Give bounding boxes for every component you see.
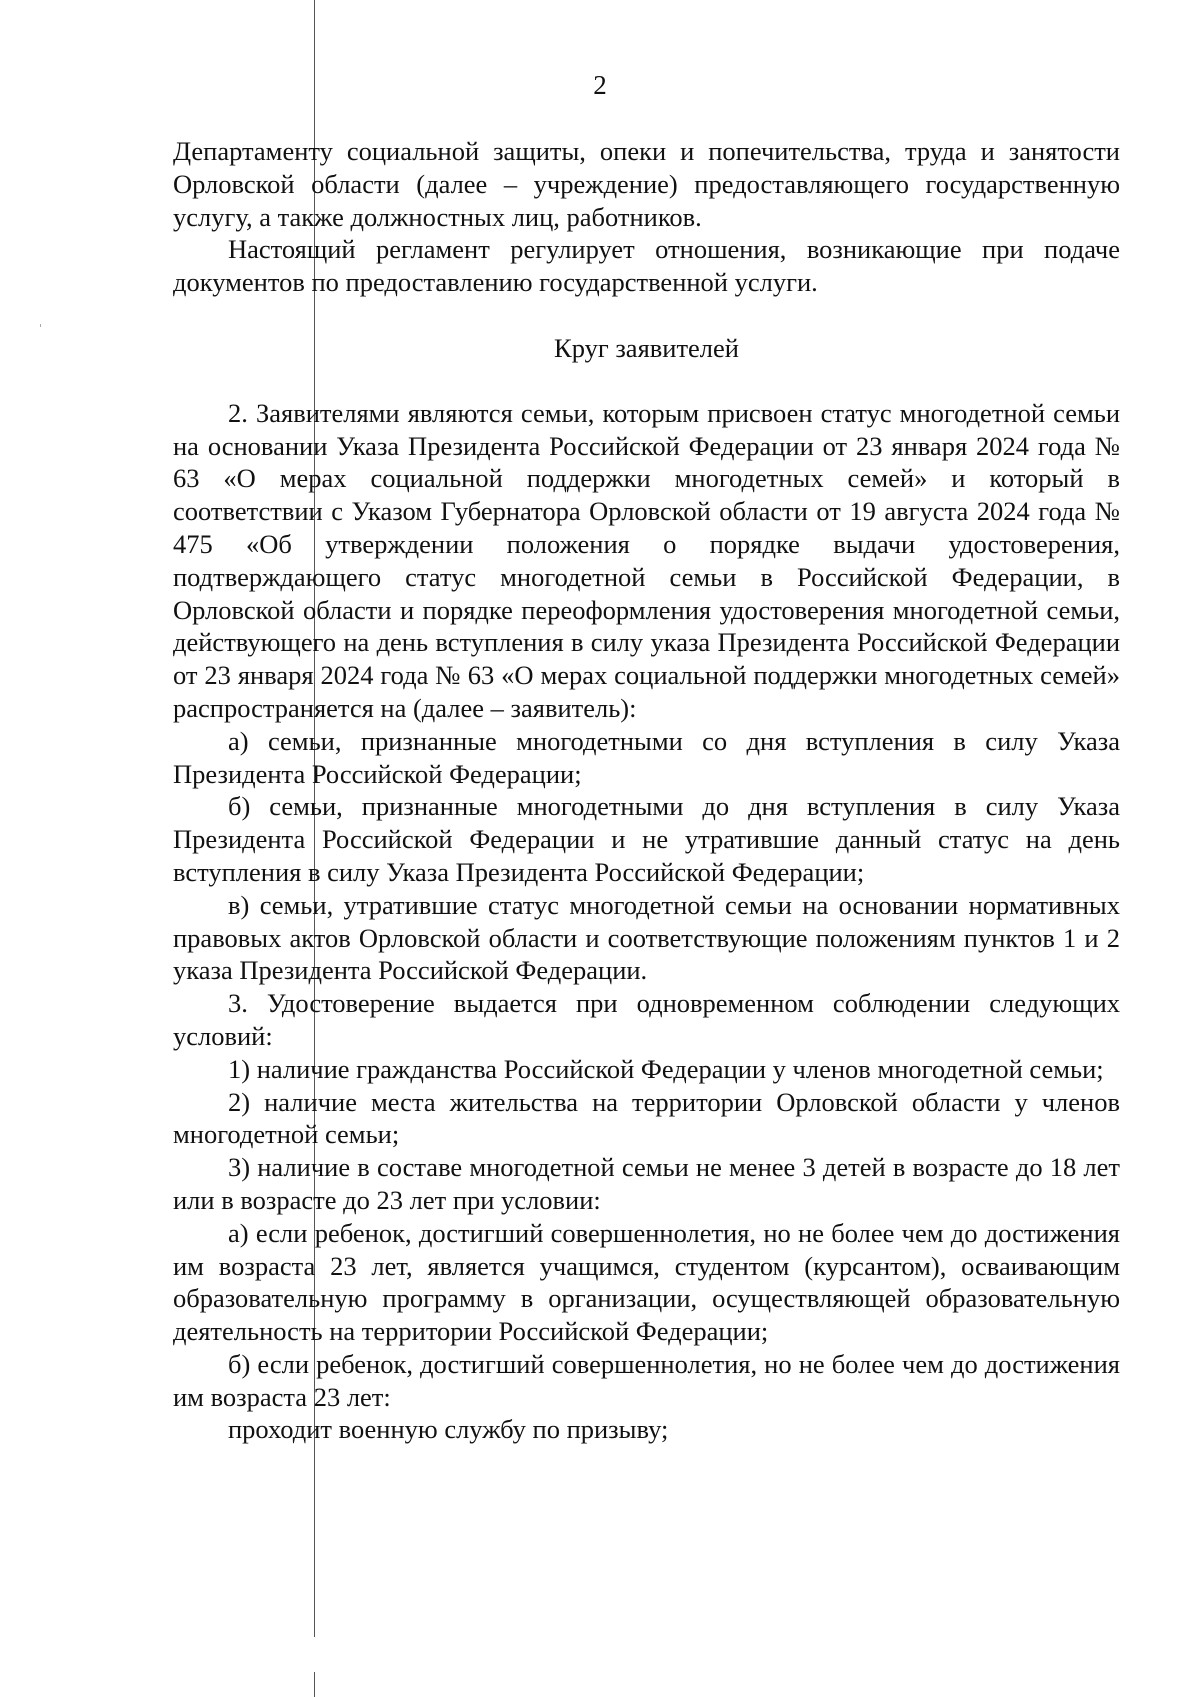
paragraph-continuation: Департаменту социальной защиты, опеки и попечительства, труда и занятости Орловской области (далее – учреждение) предоставляющего государственную услугу, а также должностных лиц, работников. <box>173 136 1120 232</box>
clause-2-b: б) семьи, признанные многодетными до дня вступления в силу Указа Президента Российской Федерации и не утратившие данный статус на день вступления в силу Указа Президента Российской Федерации; <box>173 791 1120 887</box>
clause-3-3: 3) наличие в составе многодетной семьи не менее 3 детей в возрасте до 18 лет или в возрасте до 23 лет при условии: <box>173 1152 1120 1215</box>
clause-2-v: в) семьи, утратившие статус многодетной семьи на основании нормативных правовых актов Орловской области и соответствующие положениям пунктов 1 и 2 указа Президента Российской Федерации. <box>173 889 1120 986</box>
page-number: 2 <box>593 70 607 100</box>
clause-2-a: а) семьи, признанные многодетными со дня вступления в силу Указа Президента Российской Федерации; <box>173 725 1120 789</box>
scan-speck <box>40 324 41 327</box>
paragraph-regulation-scope: Настоящий регламент регулирует отношения, возникающие при подаче документов по предоставлению государственной услуги. <box>173 234 1120 298</box>
clause-3-3-a: а) если ребенок, достигший совершеннолетия, но не более чем до достижения им возраста 23 лет, является учащимся, студентом (курсантом), осваивающим образовательную программу в организации, осуществляющей образовательную деятельность на территории Российской Федерации; <box>173 1217 1120 1347</box>
scan-fold-line-lower <box>314 1672 315 1697</box>
clause-3-3-b-military: проходит военную службу по призыву; <box>228 1414 669 1445</box>
section-heading: Круг заявителей <box>554 332 739 363</box>
document-body <box>173 135 1120 1446</box>
clause-3-1: 1) наличие гражданства Российской Федерации у членов многодетной семьи; <box>228 1053 1104 1084</box>
clause-3-2: 2) наличие места жительства на территории Орловской области у членов многодетной семьи; <box>173 1086 1120 1150</box>
clause-2: 2. Заявителями являются семьи, которым присвоен статус многодетной семьи на основании Указа Президента Российской Федерации от 23 января 2024 года № 63 «О мерах социальной поддержки многодетных семей» и который в соответствии с Указом Губернатора Орловской области от 19 августа 2024 года № 475 «Об утверждении положения о порядке выдачи удостоверения, подтверждающего статус многодетной семьи в Российской Федерации, в Орловской области и порядке переоформления удостоверения многодетной семьи, действующего на день вступления в силу указа Президента Российской Федерации от 23 января 2024 года № 63 «О мерах социальной поддержки многодетных семей» распространяется на (далее – заявитель): <box>173 397 1120 723</box>
clause-3: 3. Удостоверение выдается при одновременном соблюдении следующих условий: <box>173 988 1120 1051</box>
clause-3-3-b: б) если ребенок, достигший совершеннолетия, но не более чем до достижения им возраста 23 лет: <box>173 1348 1120 1412</box>
